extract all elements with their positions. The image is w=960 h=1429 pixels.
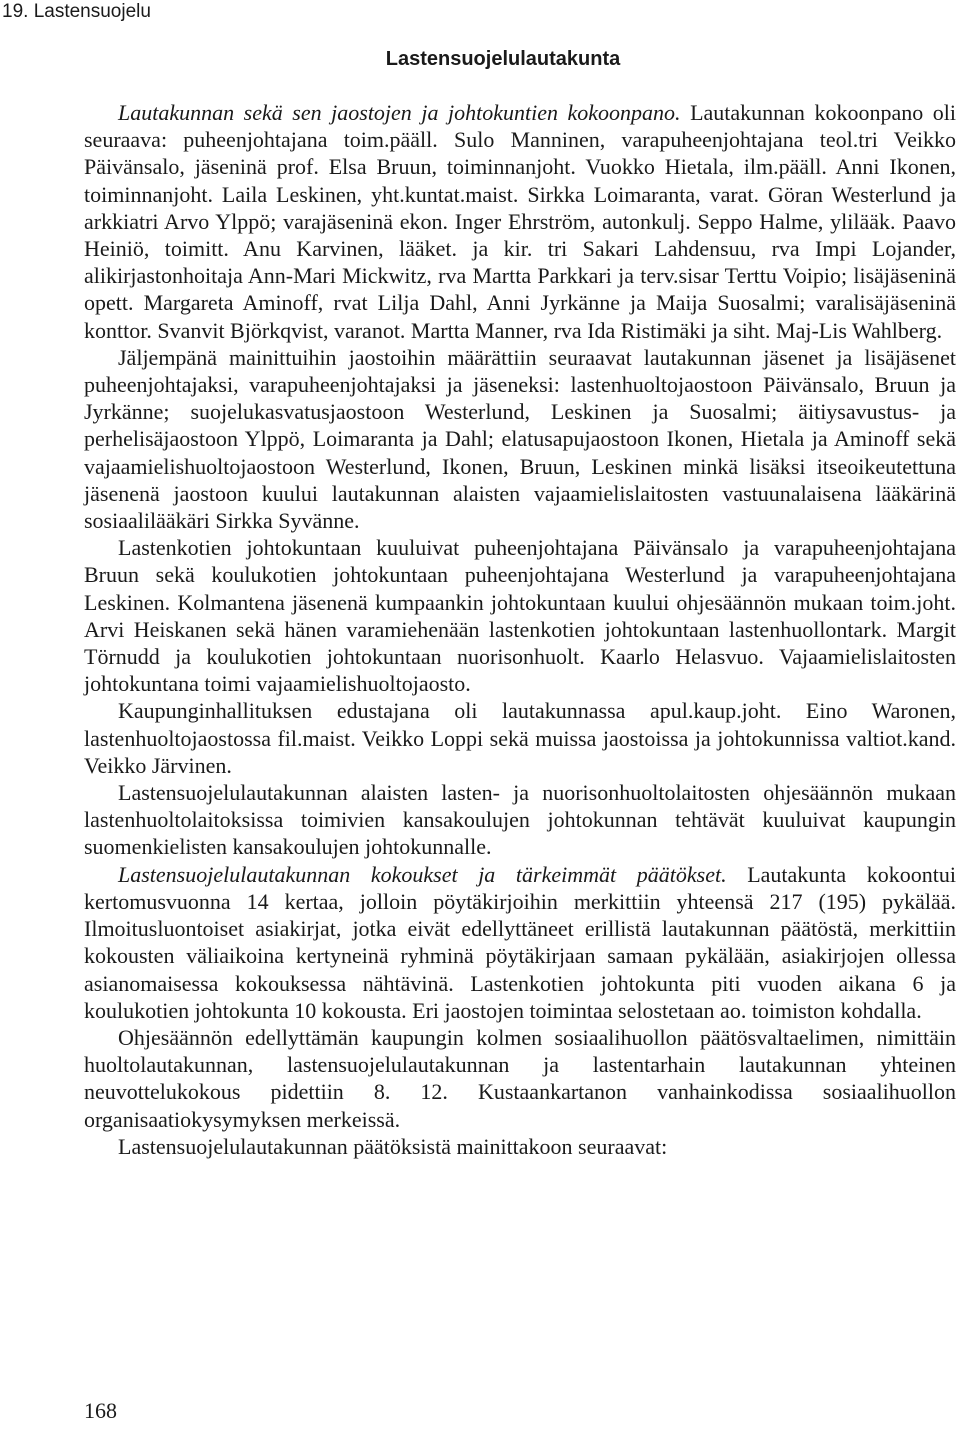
paragraph-composition xyxy=(84,99,956,344)
paragraph-text: Lautakunta kokoontui kertomusvuonna 14 kertaa, jolloin pöytäkirjoihin merkittiin yhteensä 217 (195) pykälää. Ilmoitusluontoiset asiakirjat, jotka eivät edellyttäneet erillistä lautakunnan päätöstä, merkittiin kokousten väliaikoina kertyneinä ryhminä pöytäkirjaan samaan pykälään, asiakirjojen ollessa asianomaisessa kokouksessa nähtävinä. Lastenkotien johtokunta piti vuoden aikana 6 ja koulukotien johtokunta 10 kokousta. Eri jaostojen toimintaa selostetaan ao. toimiston kohdalla. xyxy=(84,861,957,1023)
paragraph-text: Lastenkotien johtokuntaan kuuluivat puheenjohtajana Päivänsalo ja varapuheenjohtajana Bruun sekä koulukotien johtokuntaan puheenjohtajana Westerlund ja varapuheenjohtajana Leskinen. Kolmantena jäsenenä kumpaankin johtokuntaan kuului ohjesäännön mukaan toim.joht. Arvi Heiskanen sekä hänen varamiehenään lastenkotien johtokuntaan lastenhuollontark. Margit Törnudd ja koulukotien johtokuntaan nuorisonhuolt. Kaarlo Helasvuo. Vajaamielislaitosten johtokuntana toimi vajaamielishuoltojaosto. xyxy=(84,535,956,697)
page-number: 168 xyxy=(84,1398,117,1423)
body-text xyxy=(84,99,956,1160)
paragraph-text: Ohjesäännön edellyttämän kaupungin kolmen sosiaalihuollon päätösvaltaelimen, nimittäin huoltolautakunnan, lastensuojelulautakunnan ja lastentarhain lautakunnan yhteinen neuvottelukokous pidettiin 8. 12. Kustaankartanon vanhainkodissa sosiaalihuollon organisaatiokysymyksen merkeissä. xyxy=(84,1024,956,1132)
paragraph-lead-italic: Lastensuojelulautakunnan kokoukset ja tärkeimmät päätökset. xyxy=(118,861,727,887)
paragraph-meetings xyxy=(84,861,956,1024)
paragraph-text: Jäljempänä mainittuihin jaostoihin määrättiin seuraavat lautakunnan jäsenet ja lisäjäsenet puheenjohtajaksi, varapuheenjohtajaksi ja jäseneksi: lastenhuoltojaostoon Päivänsalo, Bruun ja Jyrkänne; suojelukasvatusjaostoon Westerlund, Leskinen ja Suosalmi; äitiysavustus- ja perhelisäjaostoon Ylppö, Loimaranta ja Dahl; elatusapujaostoon Ikonen, Hietala ja Aminoff sekä vajaamielishuoltojaostoon Westerlund, Ikonen, Bruun, Leskinen minkä lisäksi itseoikeutettuna jäsenenä jaostoon kuului lautakunnan alaisten vajaamielislaitosten vastuunalaisena lääkärinä sosiaalilääkäri Sirkka Syvänne. xyxy=(84,344,956,534)
paragraph-boards xyxy=(84,534,956,697)
paragraph-joint-meeting xyxy=(84,1024,956,1133)
section-title: Lastensuojelulautakunta xyxy=(385,48,621,70)
running-head: 19. Lastensuojelu xyxy=(2,1,151,22)
paragraph-text: Kaupunginhallituksen edustajana oli lautakunnassa apul.kaup.joht. Eino Waronen, lastenhuoltojaostossa fil.maist. Veikko Loppi sekä muissa jaostoissa ja johtokunnissa valtiot.kand. Veikko Järvinen. xyxy=(84,698,956,778)
paragraph-text: Lastensuojelulautakunnan päätöksistä mainittakoon seuraavat: xyxy=(118,1133,668,1159)
paragraph-decisions-intro xyxy=(84,1133,956,1160)
paragraph-text: Lautakunnan kokoonpano oli seuraava: puheenjohtajana toim.pääll. Sulo Manninen, varapuheenjohtajana teol.tri Veikko Päivänsalo, jäseninä prof. Elsa Bruun, toiminnanjoht. Vuokko Hietala, ilm.pääll. Anni Ikonen, toiminnanjoht. Laila Leskinen, yht.kuntat.maist. Sirkka Loimaranta, varat. Göran Westerlund ja arkkiatri Arvo Ylppö; varajäseninä ekon. Inger Ehrström, autonkulj. Seppo Halme, ylilääk. Paavo Heiniö, toimitt. Anu Karvinen, lääket. ja kir. tri Sakari Lahdensuu, rva Impi Lojander, alikirjastonhoitaja Ann-Mari Mickwitz, rva Martta Parkkari ja terv.sisar Terttu Voipio; lisäjäseninä opett. Margareta Aminoff, rvat Lilja Dahl, Anni Jyrkänne ja Maija Suosalmi; varalisäjäseninä konttor. Svanvit Björkqvist, varanot. Martta Manner, rva Ida Ristimäki ja siht. Maj-Lis Wahlberg. xyxy=(84,100,956,343)
paragraph-lead-italic: Lautakunnan sekä sen jaostojen ja johtokuntien kokoonpano. xyxy=(118,100,681,125)
paragraph-text: Lastensuojelulautakunnan alaisten lasten- ja nuorisonhuoltolaitosten ohjesäännön mukaan lastenhuoltolaitoksissa toimivien kansakoulujen johtokunnan tehtävät kuuluivat kaupungin suomenkielisten kansakoulujen johtokunnalle. xyxy=(84,780,956,860)
paragraph-city-representative xyxy=(84,697,956,779)
paragraph-school-board xyxy=(84,779,956,861)
paragraph-subcommittees xyxy=(84,344,956,534)
